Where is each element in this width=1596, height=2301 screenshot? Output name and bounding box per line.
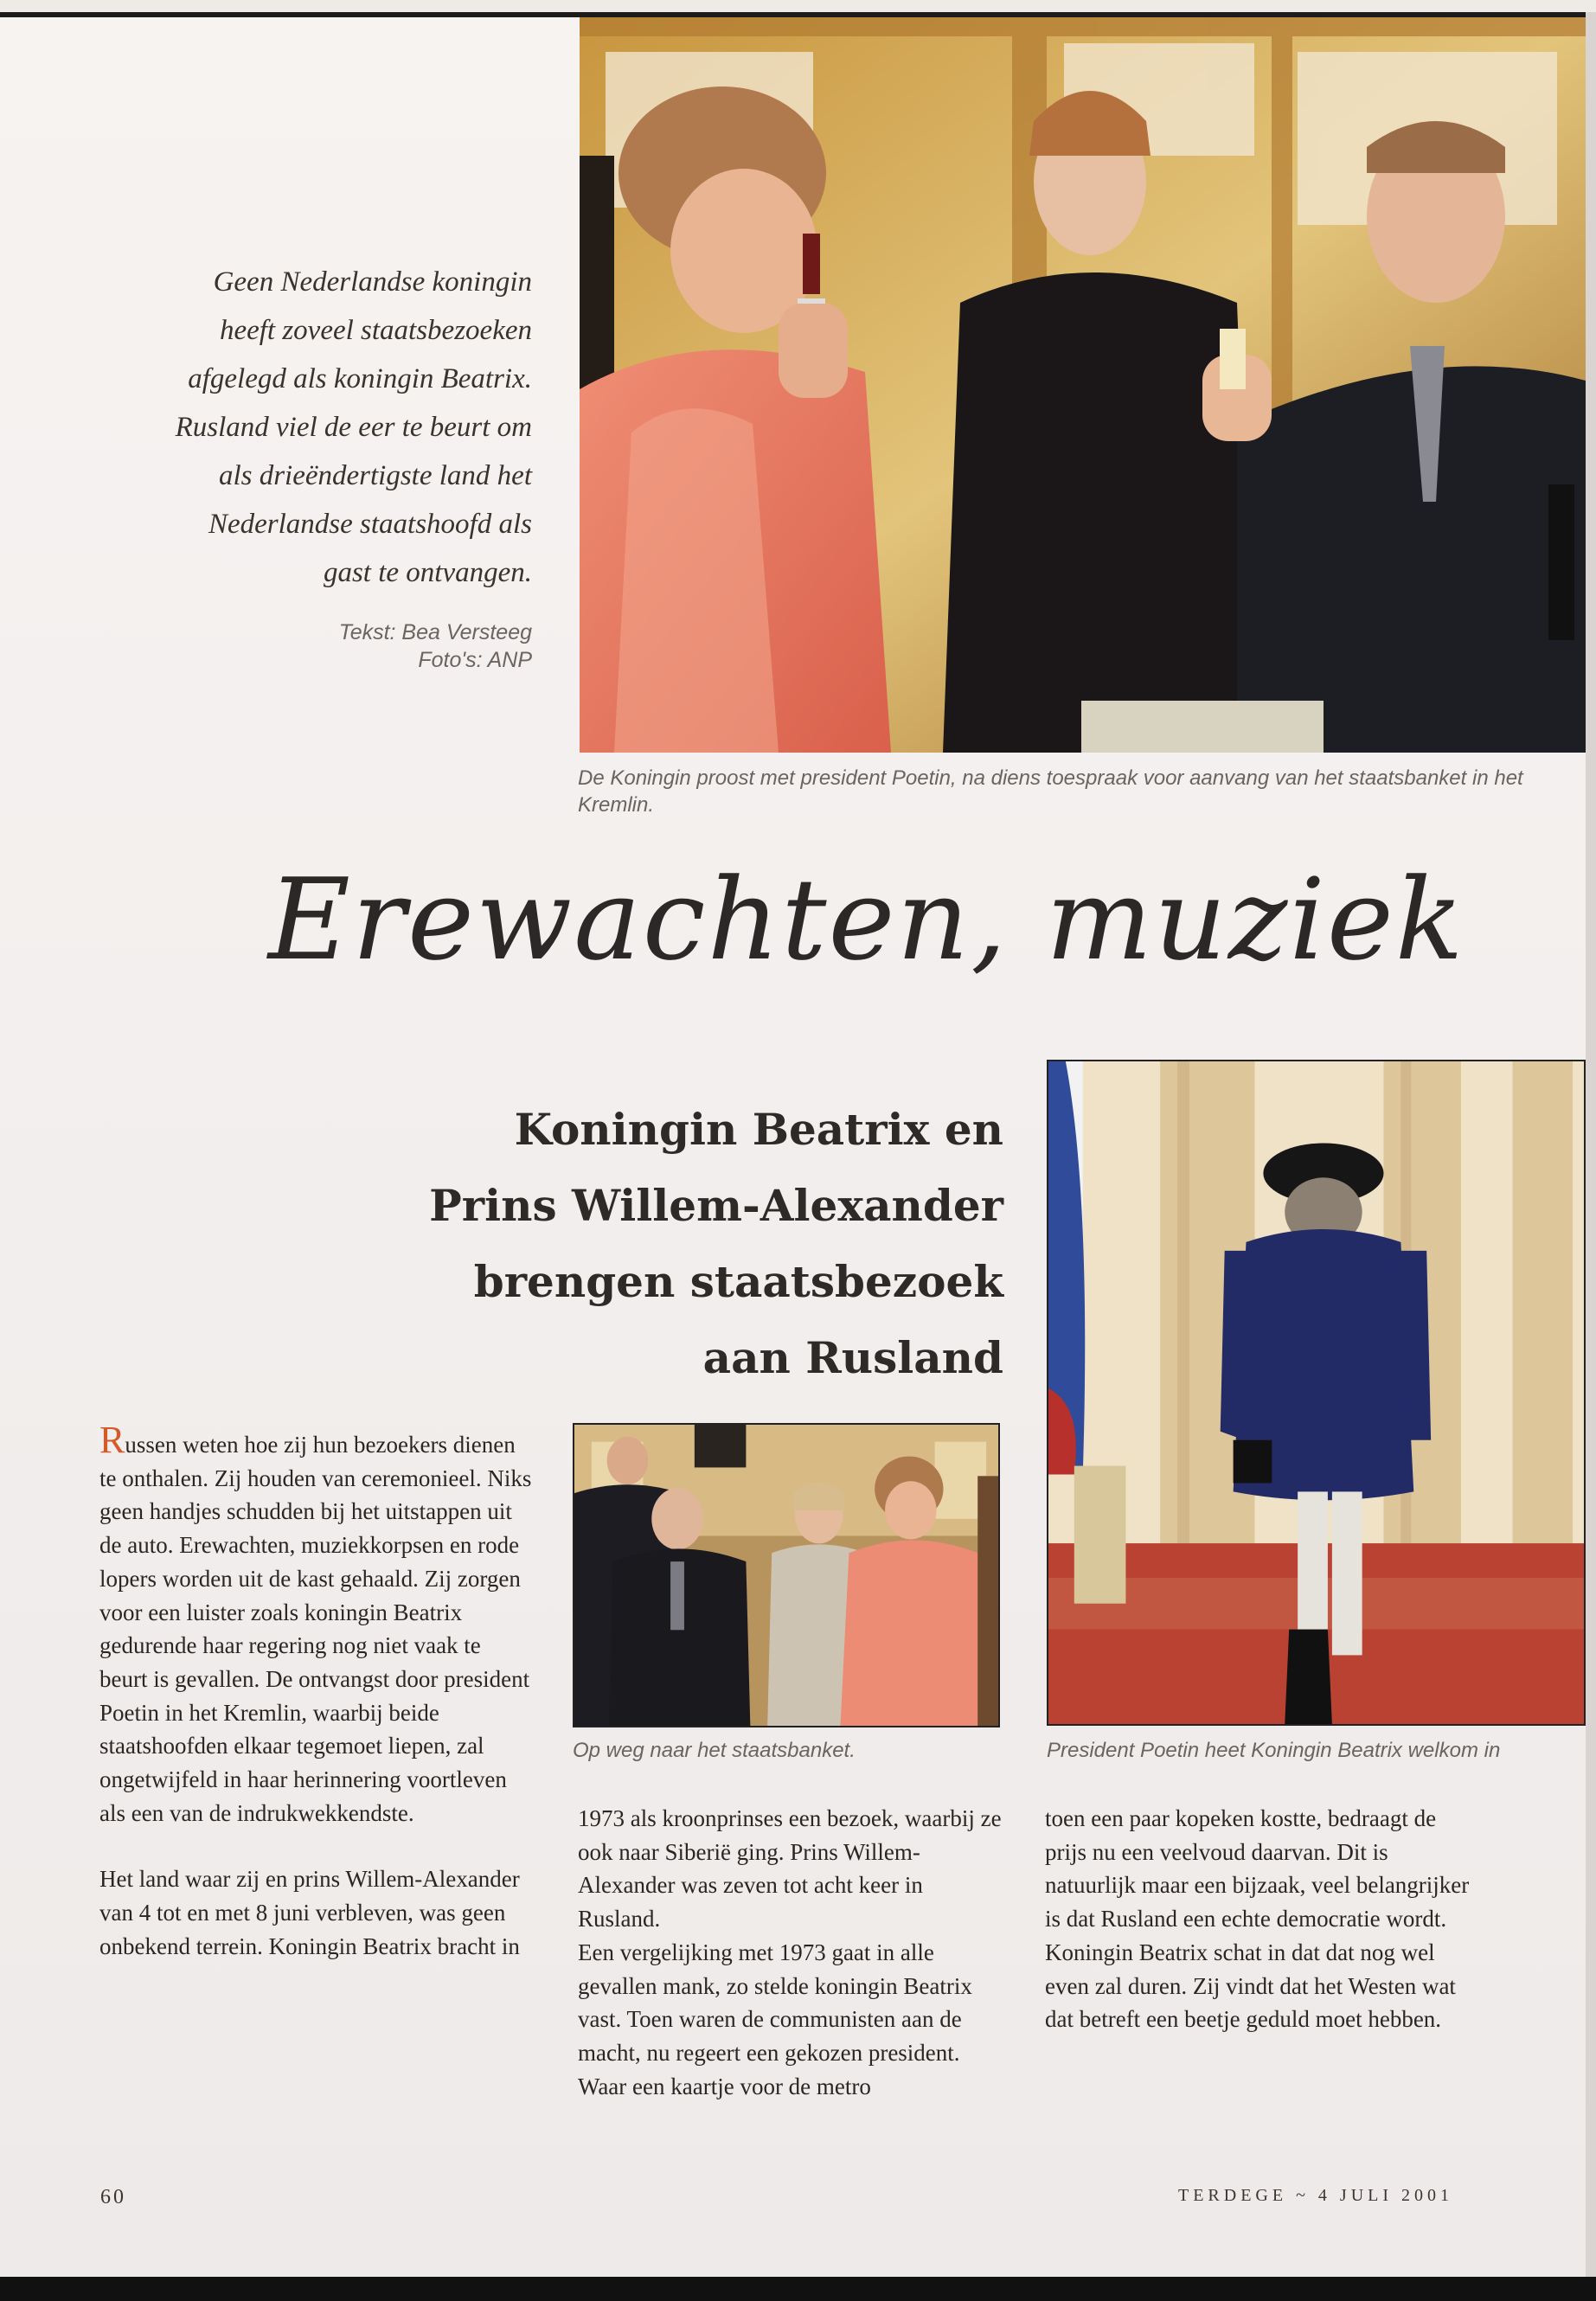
body-column-2	[578, 1802, 1010, 2136]
intro-line: Rusland viel de eer te beurt om	[175, 412, 532, 443]
subtitle-line: aan Rusland	[702, 1332, 1003, 1383]
photo-credit: Foto's: ANP	[418, 648, 532, 672]
body-paragraph	[99, 1419, 532, 1830]
photo-toast-kremlin	[580, 17, 1586, 753]
paragraph-text: ussen weten hoe zij hun bezoekers dienen te onthalen. Zij houden van ceremonieel. Niks geen handjes schudden bij het uitstappen uit de auto. Erewachten, muziekkorpsen en rode lopers worden uit de kast gehaald. Zij zorgen voor een luister zoals koningin Beatrix gedurende haar regering nog niet vaak te beurt is gevallen. De ontvangst door president Poetin in het Kremlin, waarbij beide staatshoofden elkaar tegemoet liepen, zal ongetwijfeld in haar herinnering voortleven als een van de indrukwekkendste.	[99, 1432, 532, 1826]
drop-cap: R	[99, 1419, 125, 1461]
intro-line: als drieëndertigste land het	[218, 460, 532, 491]
body-column-1	[99, 1419, 532, 1997]
subtitle-line: brengen staatsbezoek	[473, 1256, 1003, 1307]
page-number: 60	[100, 2186, 126, 2208]
caption-mid-photo: Op weg naar het staatsbanket.	[573, 1739, 856, 1762]
caption-main-photo: De Koningin proost met president Poetin, na diens toespraak voor aanvang van het staatsbanket in het Kremlin.	[578, 766, 1523, 817]
magazine-footer: TERDEGE ~ 4 JULI 2001	[1178, 2186, 1454, 2205]
intro-line: afgelegd als koningin Beatrix.	[188, 363, 532, 394]
subtitle-line: Koningin Beatrix en	[514, 1104, 1003, 1155]
credits	[199, 619, 532, 674]
intro-line: gast te ontvangen.	[323, 557, 532, 588]
intro-line: heeft zoveel staatsbezoeken	[219, 315, 532, 346]
intro-line: Nederlandse staatshoofd als	[208, 509, 532, 540]
body-paragraph: toen een paar kopeken kostte, bedraagt de prijs nu een veelvoud daarvan. Dit is natuurlijk maar een bijzaak, veel belangrijker is dat Rusland een echte democratie wordt. Koningin Beatrix schat in dat dat nog wel even zal duren. Zij vindt dat het Westen wat dat betreft een beetje geduld moet hebben.	[1045, 1805, 1470, 2033]
article-title: Erewachten, muziek	[268, 854, 1465, 985]
subtitle-line: Prins Willem-Alexander	[429, 1180, 1003, 1231]
caption-right-photo: President Poetin heet Koningin Beatrix welkom in	[1047, 1739, 1501, 1762]
intro-lead	[95, 258, 532, 597]
photo-kremlin-hall	[1047, 1060, 1586, 1726]
body-paragraph: Het land waar zij en prins Willem-Alexander van 4 tot en met 8 juni verbleven, was geen onbekend terrein. Koningin Beatrix bracht in	[99, 1866, 520, 1959]
text-credit: Tekst: Bea Versteeg	[338, 620, 532, 644]
body-paragraph: Een vergelijking met 1973 gaat in alle gevallen mank, zo stelde koningin Beatrix vast. Toen waren de communisten aan de macht, nu regeert een gekozen president. Waar een kaartje voor de metro	[578, 1939, 972, 2099]
intro-line: Geen Nederlandse koningin	[213, 266, 532, 298]
article-subtitle	[363, 1092, 1003, 1396]
body-column-3	[1045, 1802, 1477, 2069]
page-bottom-edge	[0, 2277, 1596, 2301]
photo-to-banquet	[573, 1423, 1000, 1727]
body-paragraph: 1973 als kroonprinses een bezoek, waarbij ze ook naar Siberië ging. Prins Willem-Alexander was zeven tot acht keer in Rusland.	[578, 1805, 1002, 1932]
page-edge	[1586, 12, 1596, 2277]
